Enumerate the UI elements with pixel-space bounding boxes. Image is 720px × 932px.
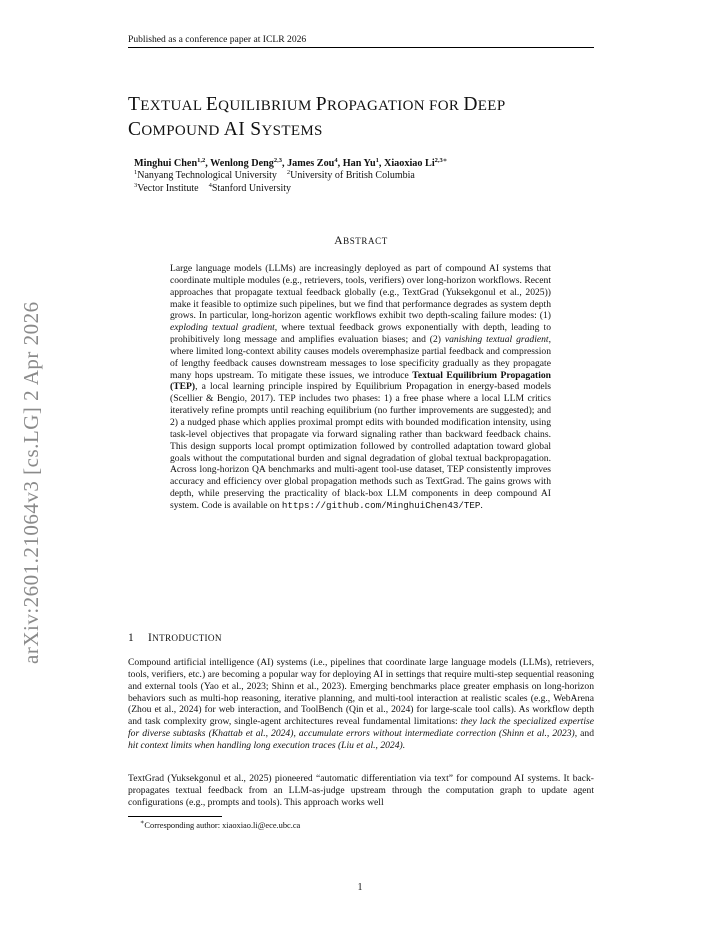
author-names: Minghui Chen$^{1,2}$, Wenlong Deng$^{2,3}$, James Zou$^4$, Han Yu$^1$, Xiaoxiao $Li^{2,3∗}$ <box>134 157 448 169</box>
section-heading-introduction: 1 INTRODUCTION <box>128 632 222 644</box>
abstract-text: Large language models (LLMs) are increasingly deployed as part of compound AI systems that coordinate multiple modules (e.g., retrievers, tools, verifiers) over long-horizon workflows. Recent approaches that propagate textual feedback globally (e.g., TextGrad (Yuksekgonul et al., 2025)) make it feasible to optimize such pipelines, but we find that performance degrades as system depth grows. In particular, long-horizon agentic workflows exhibit two depth-scaling failure modes: (1) exploding textual gradient, where textual feedback grows exponentially with depth, leading to prohibitively long message and amplifies evaluation biases; and (2) vanishing textual gradient, where limited long-context ability causes models overemphasize partial feedback and compression of lengthy feedback causes downstream messages to lose specificity gradually as they propagate many hops upstream. To mitigate these issues, we introduce Textual Equilibrium Propagation (TEP), a local learning principle inspired by Equilibrium Propagation in energy-based models (Scellier & Bengio, 2017). TEP includes two phases: 1) a free phase where a local LLM critics iteratively refine prompts until reaching equilibrium (no further improvements are suggested); and 2) a nudged phase which applies proximal prompt edits with bounded modification intensity, using task-level objectives that propagate via forward signaling rather than backward feedback chains. This design supports local prompt optimization followed by controlled adaptation toward global goals without the computational burden and signal degradation of global textual backpropagation. Across long-horizon QA benchmarks and multi-agent tool-use dataset, TEP consistently improves accuracy and efficiency over global propagation methods such as TextGrad. The gains grows with depth, while preserving the practicality of black-box LLM components in deep compound AI system. Code is available on https://github.com/MinghuiChen43/TEP. <box>170 263 551 511</box>
abstract-heading: ABSTRACT <box>334 235 388 247</box>
paper-title: TEXTUAL EQUILIBRIUM PROPAGATION FOR DEEP COMPOUND AI SYSTEMS <box>128 94 506 140</box>
code-link[interactable]: https://github.com/MinghuiChen43/TEP <box>281 499 481 511</box>
running-header: Published as a conference paper at ICLR 2026 <box>128 34 594 48</box>
affiliations-line-2: $^3$Vector Institute $^4$Stanford University <box>134 181 292 194</box>
affiliations-line-1: $^1$Nanyang Technological University $^2$University of British Columbia <box>134 169 415 182</box>
author-block <box>134 158 594 195</box>
intro-paragraph-2: TextGrad (Yuksekgonul et al., 2025) pioneered “automatic differentiation via text” for compound AI systems. It back-propagates textual feedback from an LLM-as-judge upstream through the computation graph to update agent configurations (e.g., prompts and tools). This approach works well <box>128 773 594 808</box>
footnote: ∗Corresponding author: xiaoxiao.li@ece.ubc.ca <box>140 819 301 830</box>
footnote-rule <box>128 816 222 817</box>
intro-paragraph-1: Compound artificial intelligence (AI) systems (i.e., pipelines that coordinate large language models (LLMs), retrievers, tools, verifiers, etc.) are becoming a popular way for deploying AI in settings that require multi-step sequential reasoning and external tools (Yao et al., 2023; Shinn et al., 2023). Emerging benchmarks place greater emphasis on long-horizon behaviors such as multi-hop reasoning, iterative planning, and multi-tool interaction at realistic scales (e.g., WebArena (Zhou et al., 2024) for web interaction, and ToolBench (Qin et al., 2024) for large-scale tool calls). As workflow depth and task complexity grow, single-agent architectures reveal fundamental limitations: they lack the specialized expertise for diverse subtasks (Khattab et al., 2024), accumulate errors without intermediate correction (Shinn et al., 2023), and hit context limits when handling long execution traces (Liu et al., 2024). <box>128 657 595 751</box>
arxiv-watermark: arXiv:2601.21064v3 [cs.LG] 2 Apr 2026 <box>19 301 43 664</box>
page-number: 1 <box>357 882 363 893</box>
